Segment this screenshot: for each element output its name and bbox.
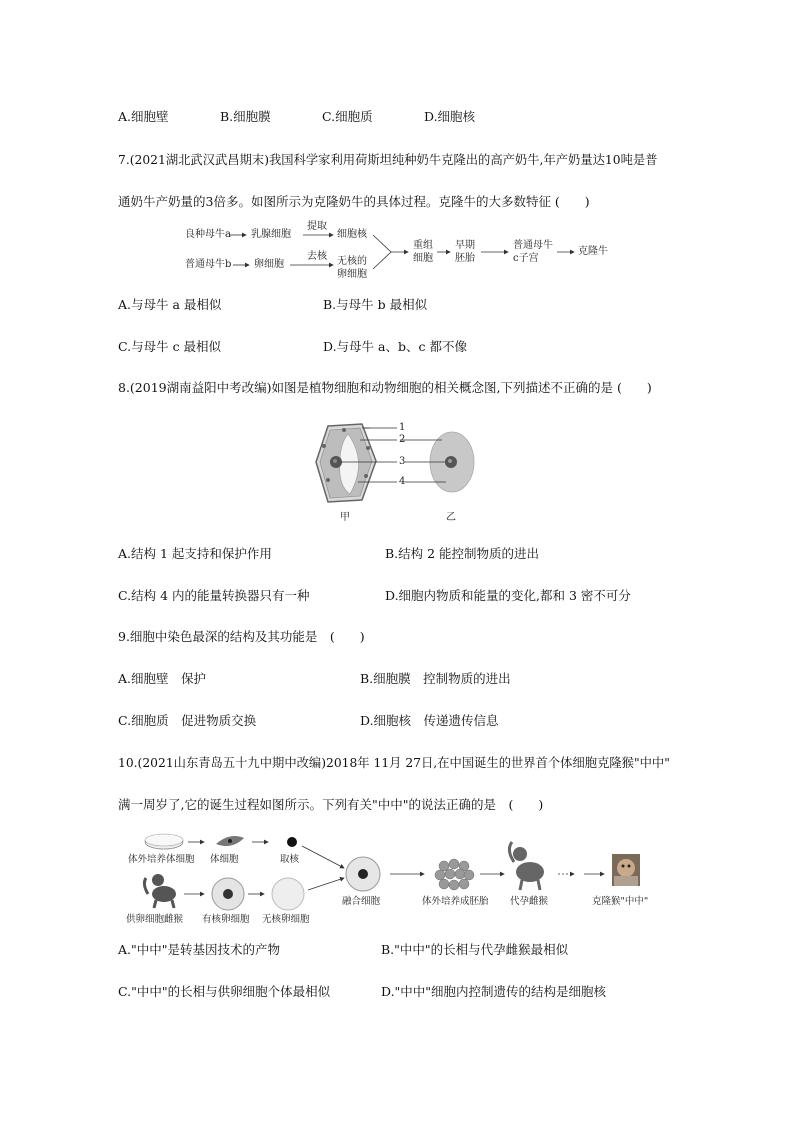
q8-label-4: 4 xyxy=(399,476,406,487)
q10-stem-line1: 10.(2021山东青岛五十九中期中改编)2018年 11月 27日,在中国诞生的世界首个体细胞克隆猴"中中" xyxy=(118,756,670,770)
q6-option-d[interactable]: D.细胞核 xyxy=(424,109,476,124)
q10-surrogate-label: 代孕雌猴 xyxy=(510,896,549,907)
q10-take-nucleus-label: 取核 xyxy=(280,854,300,865)
q9-stem: 9.细胞中染色最深的结构及其功能是 ( ) xyxy=(118,629,365,644)
q6-option-c[interactable]: C.细胞质 xyxy=(322,109,373,124)
q10-clone-diagram xyxy=(118,828,678,932)
q6-option-a[interactable]: A.细胞壁 xyxy=(118,109,169,124)
q7-option-c[interactable]: C.与母牛 c 最相似 xyxy=(118,339,222,354)
q10-embryo-label: 体外培养成胚胎 xyxy=(422,896,489,907)
q10-option-c[interactable]: C."中中"的长相与供卵细胞个体最相似 xyxy=(118,984,331,999)
q7-denucleate-label: 去核 xyxy=(307,251,327,262)
q7-stem-line2: 通奶牛产奶量的3倍多。如图所示为克隆奶牛的具体过程。克隆牛的大多数特征 ( ) xyxy=(118,194,590,209)
q7-option-d[interactable]: D.与母牛 a、b、c 都不像 xyxy=(323,339,467,354)
q7-egg-cell-label: 卵细胞 xyxy=(254,259,284,270)
q10-clone-label: 克隆猴"中中" xyxy=(592,896,649,907)
q7-cow-a-label: 良种母牛a xyxy=(185,229,231,240)
q7-cow-b-label: 普通母牛b xyxy=(185,259,232,270)
q7-mammary-cell-label: 乳腺细胞 xyxy=(251,229,291,240)
q8-stem: 8.(2019湖南益阳中考改编)如图是植物细胞和动物细胞的相关概念图,下列描述不正确的是 ( ) xyxy=(118,380,652,395)
q9-option-d[interactable]: D.细胞核 传递遗传信息 xyxy=(360,713,499,728)
q8-option-c[interactable]: C.结构 4 内的能量转换器只有一种 xyxy=(118,588,310,603)
q7-early-embryo-line2: 胚胎 xyxy=(455,253,475,264)
q7-clone-cow-label: 克隆牛 xyxy=(578,246,608,257)
q8-option-d[interactable]: D.细胞内物质和能量的变化,都和 3 密不可分 xyxy=(385,588,631,603)
surrogate-monkey-icon xyxy=(509,842,544,890)
q8-label-animal: 乙 xyxy=(446,512,456,523)
q6-option-b[interactable]: B.细胞膜 xyxy=(220,109,271,124)
q7-no-nucleus-egg-line2: 卵细胞 xyxy=(337,269,367,280)
q7-extract-label: 提取 xyxy=(307,221,327,232)
q10-option-d[interactable]: D."中中"细胞内控制遗传的结构是细胞核 xyxy=(381,984,607,999)
q9-option-a[interactable]: A.细胞壁 保护 xyxy=(118,671,207,686)
q7-nucleus-label: 细胞核 xyxy=(337,229,367,240)
q8-label-3: 3 xyxy=(399,456,406,467)
q7-cow-c-line2: c子宫 xyxy=(513,253,539,264)
q10-somatic-label: 体细胞 xyxy=(210,854,239,865)
q9-option-c[interactable]: C.细胞质 促进物质交换 xyxy=(118,713,257,728)
q10-fused-cell-label: 融合细胞 xyxy=(342,896,381,907)
q7-cow-c-line1: 普通母牛 xyxy=(513,240,553,251)
q7-recombined-line2: 细胞 xyxy=(413,253,433,264)
q7-option-a[interactable]: A.与母牛 a 最相似 xyxy=(118,297,222,312)
clone-monkey-photo xyxy=(612,854,640,886)
q10-donor-label: 供卵细胞雌猴 xyxy=(126,914,184,925)
q8-label-2: 2 xyxy=(399,434,406,445)
q7-option-b[interactable]: B.与母牛 b 最相似 xyxy=(323,297,428,312)
q7-early-embryo-line1: 早期 xyxy=(455,240,475,251)
q10-option-b[interactable]: B."中中"的长相与代孕雌猴最相似 xyxy=(381,942,569,957)
q8-label-1: 1 xyxy=(399,422,406,433)
q7-no-nucleus-egg-line1: 无核的 xyxy=(337,256,367,267)
q9-option-b[interactable]: B.细胞膜 控制物质的进出 xyxy=(360,671,511,686)
q10-option-a[interactable]: A."中中"是转基因技术的产物 xyxy=(118,942,281,957)
q8-option-a[interactable]: A.结构 1 起支持和保护作用 xyxy=(118,546,272,561)
q8-label-plant: 甲 xyxy=(340,512,350,523)
q10-nucleated-egg-label: 有核卵细胞 xyxy=(202,914,250,925)
q7-diagram-arrows xyxy=(180,220,640,290)
q10-culture-label: 体外培养体细胞 xyxy=(128,854,195,865)
q10-stem-line2: 满一周岁了,它的诞生过程如图所示。下列有关"中中"的说法正确的是 ( ) xyxy=(118,797,544,812)
embryo-icon xyxy=(435,859,474,890)
q8-cell-diagram xyxy=(310,416,490,528)
q7-recombined-line1: 重组 xyxy=(413,240,433,251)
q7-stem-line1: 7.(2021湖北武汉武昌期末)我国科学家利用荷斯坦纯种奶牛克隆出的高产奶牛,年产奶量达10吨是普 xyxy=(118,153,658,167)
q8-option-b[interactable]: B.结构 2 能控制物质的进出 xyxy=(385,546,540,561)
q7-cloning-diagram xyxy=(180,220,640,290)
q10-no-nucleus-egg-label: 无核卵细胞 xyxy=(262,914,310,925)
donor-monkey-icon xyxy=(144,874,176,908)
